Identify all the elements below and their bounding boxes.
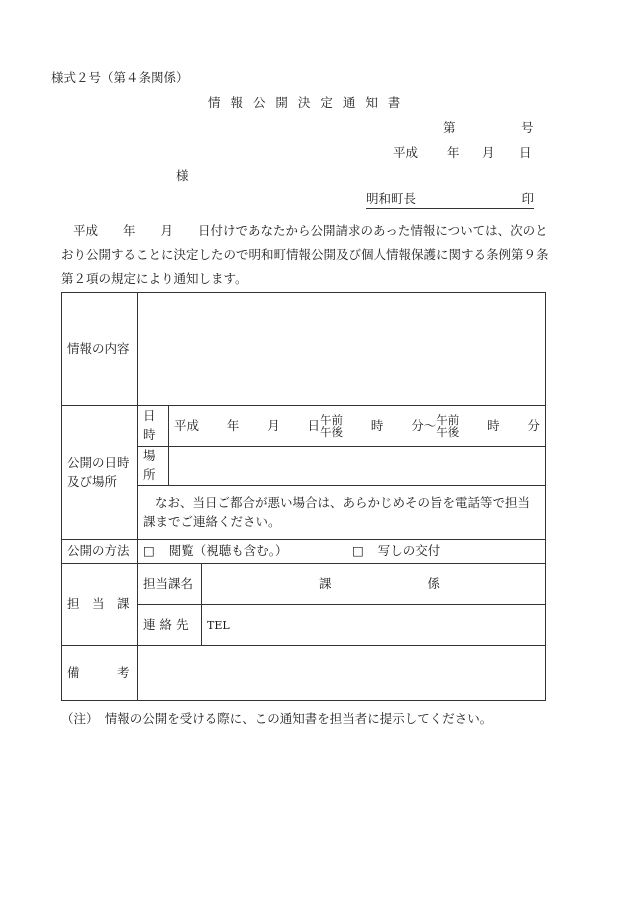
issuer-line	[366, 193, 534, 209]
notice-text: なお、当日ご都合が悪い場合は、あらかじめその旨を電話等で担当課までご連絡ください。	[138, 486, 546, 540]
datetime-field[interactable]	[169, 406, 546, 447]
datetime-month: 月	[267, 417, 280, 433]
datetime-era: 平成	[174, 417, 200, 433]
start-am-pm	[320, 414, 343, 438]
date-day: 日	[519, 145, 532, 160]
contact-tel: TEL	[207, 618, 230, 632]
seal-mark: 印	[521, 191, 534, 206]
remarks-field[interactable]	[138, 646, 546, 701]
issuer-name: 明和町長	[366, 191, 417, 206]
datetime-label: 日時	[138, 406, 169, 447]
end-am-pm	[436, 414, 459, 438]
row-remarks	[62, 646, 546, 701]
option-copy-label: 写しの交付	[377, 543, 441, 559]
end-pm-label: 午後	[436, 425, 460, 439]
dept-label: 担 当 課	[62, 564, 138, 646]
start-minute-range	[411, 414, 459, 438]
footnote: （注） 情報の公開を受ける際に、この通知書を担当者に提示してください。	[61, 711, 493, 726]
decision-table	[61, 292, 546, 701]
info-content-label: 情報の内容	[62, 293, 138, 406]
datetime-place-label	[62, 406, 138, 540]
dept-kakari: 係	[427, 575, 441, 591]
method-options	[138, 540, 546, 564]
start-pm-label: 午後	[320, 425, 344, 439]
option-view-label: 閲覧（視聴も含む。）	[168, 543, 288, 559]
notification-body: 平成 年 月 日付けであなたから公開請求のあった情報については、次のとおり公開することに決定したので明和町情報公開及び個人情報保護に関する条例第９条第２項の規定により通知します。	[61, 223, 549, 286]
method-label: 公開の方法	[62, 540, 138, 564]
document-number-prefix: 第	[443, 120, 456, 135]
datetime-year: 年	[226, 417, 240, 433]
dept-ka: 課	[319, 575, 332, 591]
end-hour: 時	[487, 417, 500, 433]
form-number: 様式２号（第４条関係）	[51, 70, 189, 85]
range-separator: ～	[423, 417, 437, 433]
datetime-place-label-line2: 及び場所	[67, 473, 118, 489]
row-datetime	[62, 406, 546, 447]
checkbox-view[interactable]: □	[143, 543, 155, 559]
remarks-label: 備 考	[62, 646, 138, 701]
checkbox-copy[interactable]: □	[351, 543, 364, 559]
document-title: 情 報 公 開 決 定 通 知 書	[208, 95, 404, 110]
datetime-range	[174, 414, 540, 438]
info-content-field[interactable]	[138, 293, 546, 406]
date-month: 月	[482, 145, 495, 160]
document-number-suffix: 号	[521, 120, 534, 135]
place-label: 場所	[138, 447, 169, 486]
end-am-label: 午前	[436, 412, 460, 427]
place-field[interactable]	[169, 447, 546, 486]
option-view[interactable]	[143, 542, 348, 561]
datetime-day-ampm	[308, 414, 344, 438]
dept-name-field[interactable]	[202, 564, 546, 605]
contact-label: 連 絡 先	[138, 605, 202, 646]
recipient-honorific: 様	[176, 168, 189, 183]
date-era: 平成	[393, 145, 419, 160]
row-info-content	[62, 293, 546, 406]
row-method	[62, 540, 546, 564]
datetime-place-label-line1: 公開の日時	[67, 454, 130, 470]
start-minute: 分	[411, 417, 424, 433]
date-year: 年	[447, 145, 460, 160]
row-dept	[62, 564, 546, 605]
datetime-day: 日	[307, 417, 321, 433]
contact-field[interactable]	[202, 605, 546, 646]
option-copy[interactable]	[352, 543, 440, 558]
dept-name-label: 担当課名	[138, 564, 202, 605]
start-hour: 時	[370, 417, 384, 433]
end-minute: 分	[527, 417, 540, 433]
start-am-label: 午前	[320, 412, 344, 427]
